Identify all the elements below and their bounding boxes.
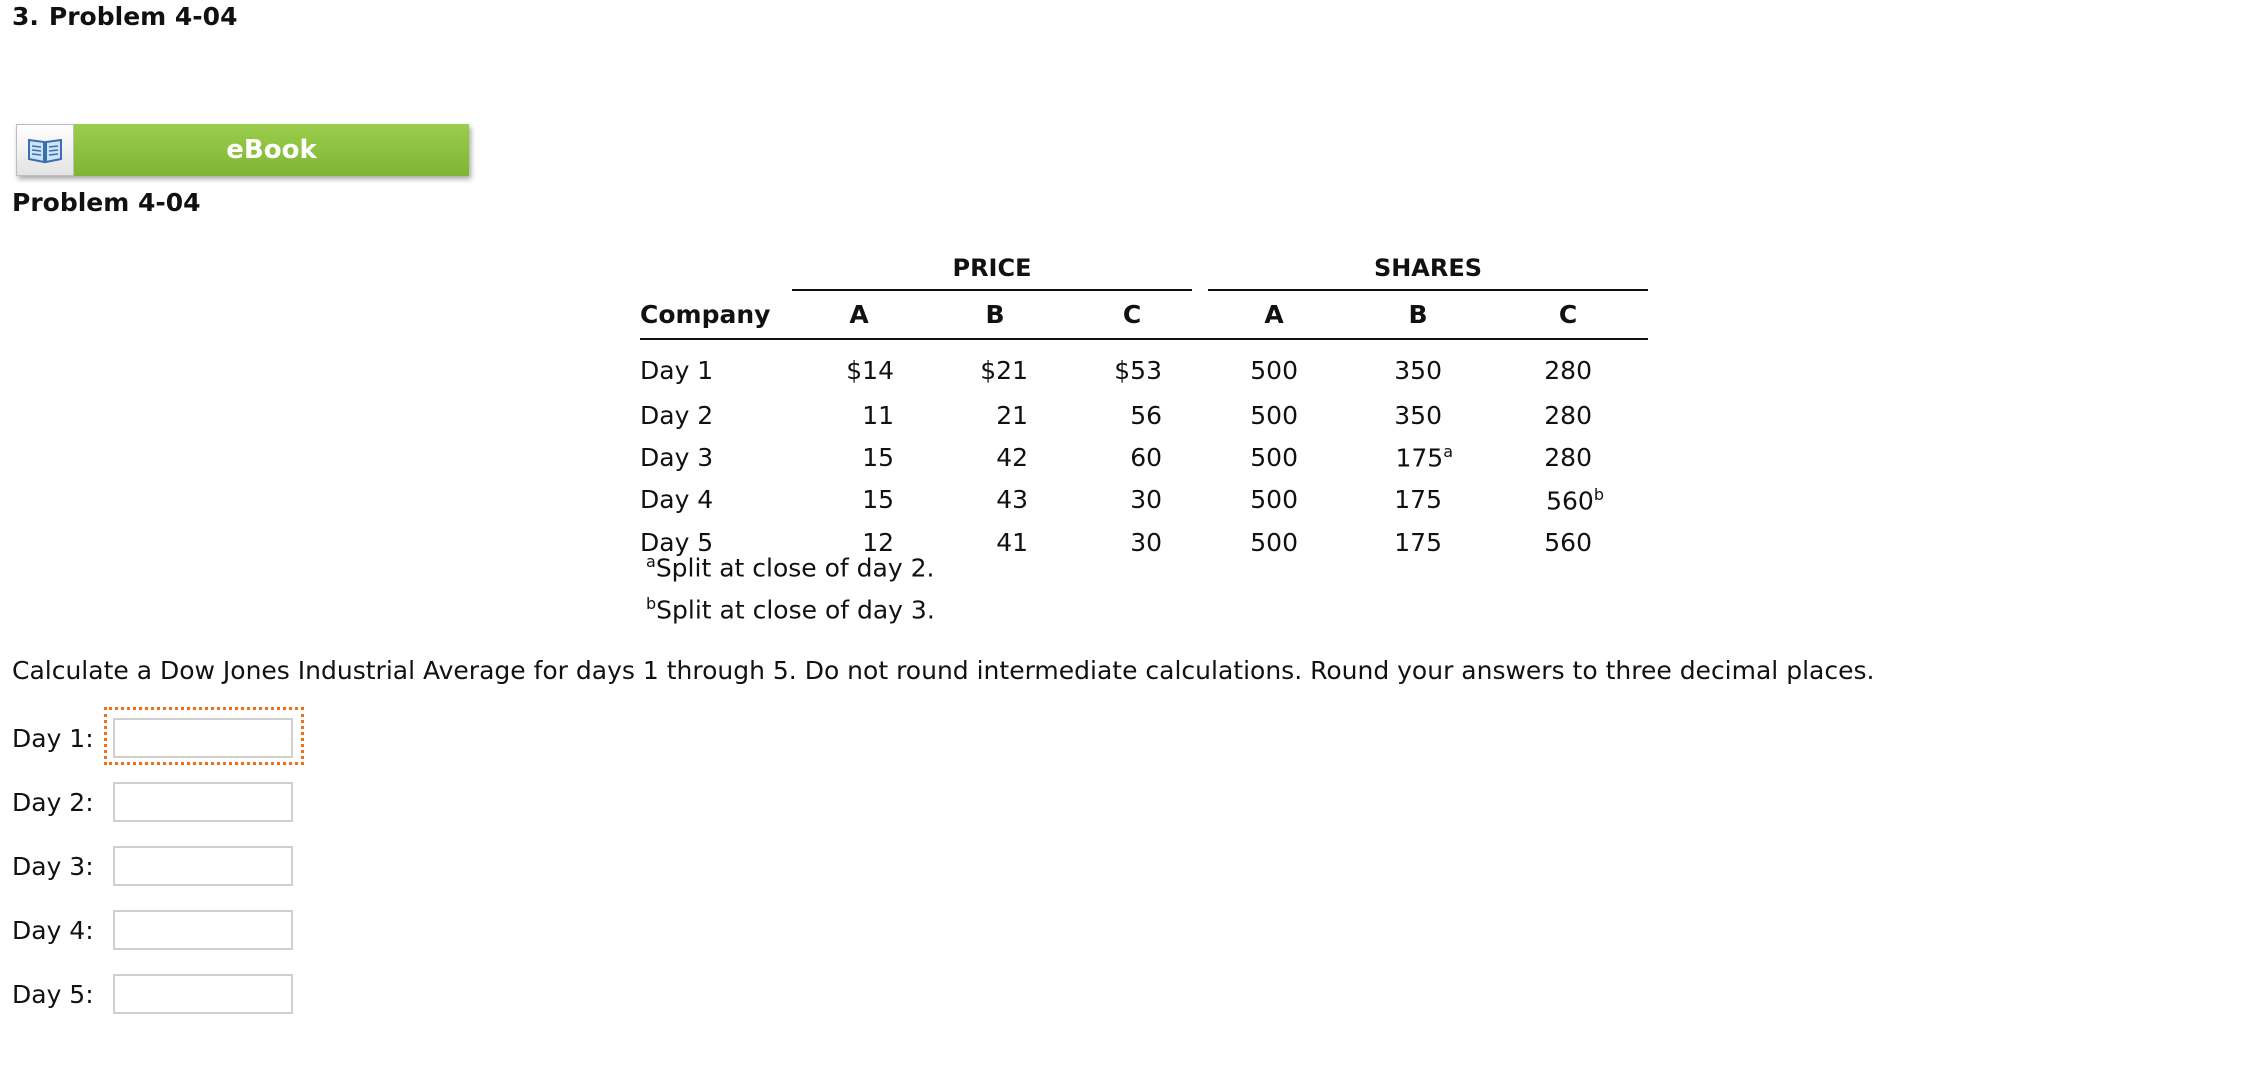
price-a-cell: 15 — [862, 485, 894, 515]
footnote-a — [646, 552, 934, 582]
answer-label: Day 2: — [12, 787, 94, 817]
shares-c-value: 280 — [1544, 355, 1592, 385]
answer-row-day-1 — [12, 717, 412, 759]
question-title — [12, 2, 237, 31]
footnote-a-mark: a — [646, 552, 656, 571]
day-5-answer-input[interactable] — [113, 974, 293, 1014]
price-c-cell: 60 — [1130, 443, 1162, 473]
footnote-marker-b: b — [1593, 484, 1604, 504]
shares-group-header: SHARES — [1373, 254, 1483, 282]
table-row — [640, 479, 1648, 521]
price-shares-table — [640, 284, 1648, 564]
answer-row-day-5 — [12, 973, 412, 1015]
table-row — [640, 339, 1648, 394]
column-header-shares-c: C — [1488, 284, 1648, 339]
shares-b-cell — [1348, 339, 1488, 394]
price-c-cell: $53 — [1114, 355, 1162, 385]
answer-label: Day 4: — [12, 915, 94, 945]
day-1-answer-input[interactable] — [113, 718, 293, 758]
ebook-label: eBook — [74, 124, 469, 176]
shares-b-value: 175 — [1394, 485, 1442, 515]
shares-c-cell — [1488, 436, 1648, 478]
instruction-text: Calculate a Dow Jones Industrial Average for days 1 through 5. Do not round intermediate calculations. Round your answers to three decimal places. — [12, 656, 1875, 685]
row-label: Day 1 — [640, 355, 714, 385]
shares-a-cell: 500 — [1250, 527, 1298, 557]
problem-heading: Problem 4-04 — [12, 188, 201, 217]
price-c-cell: 30 — [1130, 527, 1162, 557]
shares-a-cell: 500 — [1250, 443, 1298, 473]
ebook-button[interactable] — [16, 124, 469, 176]
row-label: Day 3 — [640, 443, 714, 473]
table-row — [640, 394, 1648, 436]
shares-b-cell — [1348, 521, 1488, 563]
shares-a-cell: 500 — [1250, 485, 1298, 515]
column-header-price-c: C — [1064, 284, 1200, 339]
column-header-price-a: A — [792, 284, 926, 339]
shares-c-value: 560 — [1546, 486, 1594, 516]
price-a-cell: 11 — [862, 400, 894, 430]
shares-c-value: 560 — [1544, 527, 1592, 557]
open-book-icon — [16, 124, 74, 176]
footnote-b — [646, 594, 935, 624]
shares-b-value: 350 — [1394, 400, 1442, 430]
price-a-cell: 12 — [862, 527, 894, 557]
footnote-b-mark: b — [646, 594, 657, 613]
day-3-answer-input[interactable] — [113, 846, 293, 886]
shares-c-cell — [1488, 339, 1648, 394]
table-header-row — [640, 284, 1648, 339]
price-b-cell: $21 — [980, 355, 1028, 385]
price-b-cell: 21 — [996, 400, 1028, 430]
column-header-shares-a: A — [1200, 284, 1348, 339]
column-header-price-b: B — [926, 284, 1064, 339]
price-b-cell: 41 — [996, 527, 1028, 557]
row-label: Day 5 — [640, 527, 714, 557]
answer-label: Day 5: — [12, 979, 94, 1009]
shares-c-value: 280 — [1544, 400, 1592, 430]
row-label: Day 4 — [640, 485, 714, 515]
answer-label: Day 3: — [12, 851, 94, 881]
shares-b-cell — [1348, 436, 1488, 478]
shares-b-cell — [1348, 479, 1488, 521]
shares-b-value: 175 — [1395, 443, 1444, 473]
footnote-b-text: Split at close of day 3. — [656, 595, 935, 625]
footnote-a-text: Split at close of day 2. — [655, 553, 935, 583]
price-c-cell: 30 — [1130, 485, 1162, 515]
price-a-cell: $14 — [846, 355, 894, 385]
shares-c-cell — [1488, 521, 1648, 563]
table-row — [640, 436, 1648, 478]
column-header-company: Company — [640, 284, 792, 339]
price-b-cell: 42 — [996, 443, 1028, 473]
shares-a-cell: 500 — [1250, 400, 1298, 430]
row-label: Day 2 — [640, 400, 714, 430]
shares-a-cell: 500 — [1250, 355, 1298, 385]
day-2-answer-input[interactable] — [113, 782, 293, 822]
answer-row-day-2 — [12, 781, 412, 823]
answer-label: Day 1: — [12, 723, 94, 753]
shares-c-cell — [1488, 479, 1648, 521]
footnote-marker-a: a — [1443, 442, 1453, 462]
price-b-cell: 43 — [996, 485, 1028, 515]
shares-c-value: 280 — [1544, 443, 1592, 473]
column-header-shares-b: B — [1348, 284, 1488, 339]
shares-b-cell — [1348, 394, 1488, 436]
question-title-text: Problem 4-04 — [48, 2, 238, 31]
answer-row-day-4 — [12, 909, 412, 951]
price-c-cell: 56 — [1130, 400, 1162, 430]
answer-row-day-3 — [12, 845, 412, 887]
price-group-header: PRICE — [952, 254, 1032, 282]
day-4-answer-input[interactable] — [113, 910, 293, 950]
question-number: 3. — [12, 2, 39, 31]
shares-c-cell — [1488, 394, 1648, 436]
shares-b-value: 175 — [1394, 527, 1442, 557]
price-a-cell: 15 — [862, 443, 894, 473]
shares-b-value: 350 — [1394, 355, 1442, 385]
